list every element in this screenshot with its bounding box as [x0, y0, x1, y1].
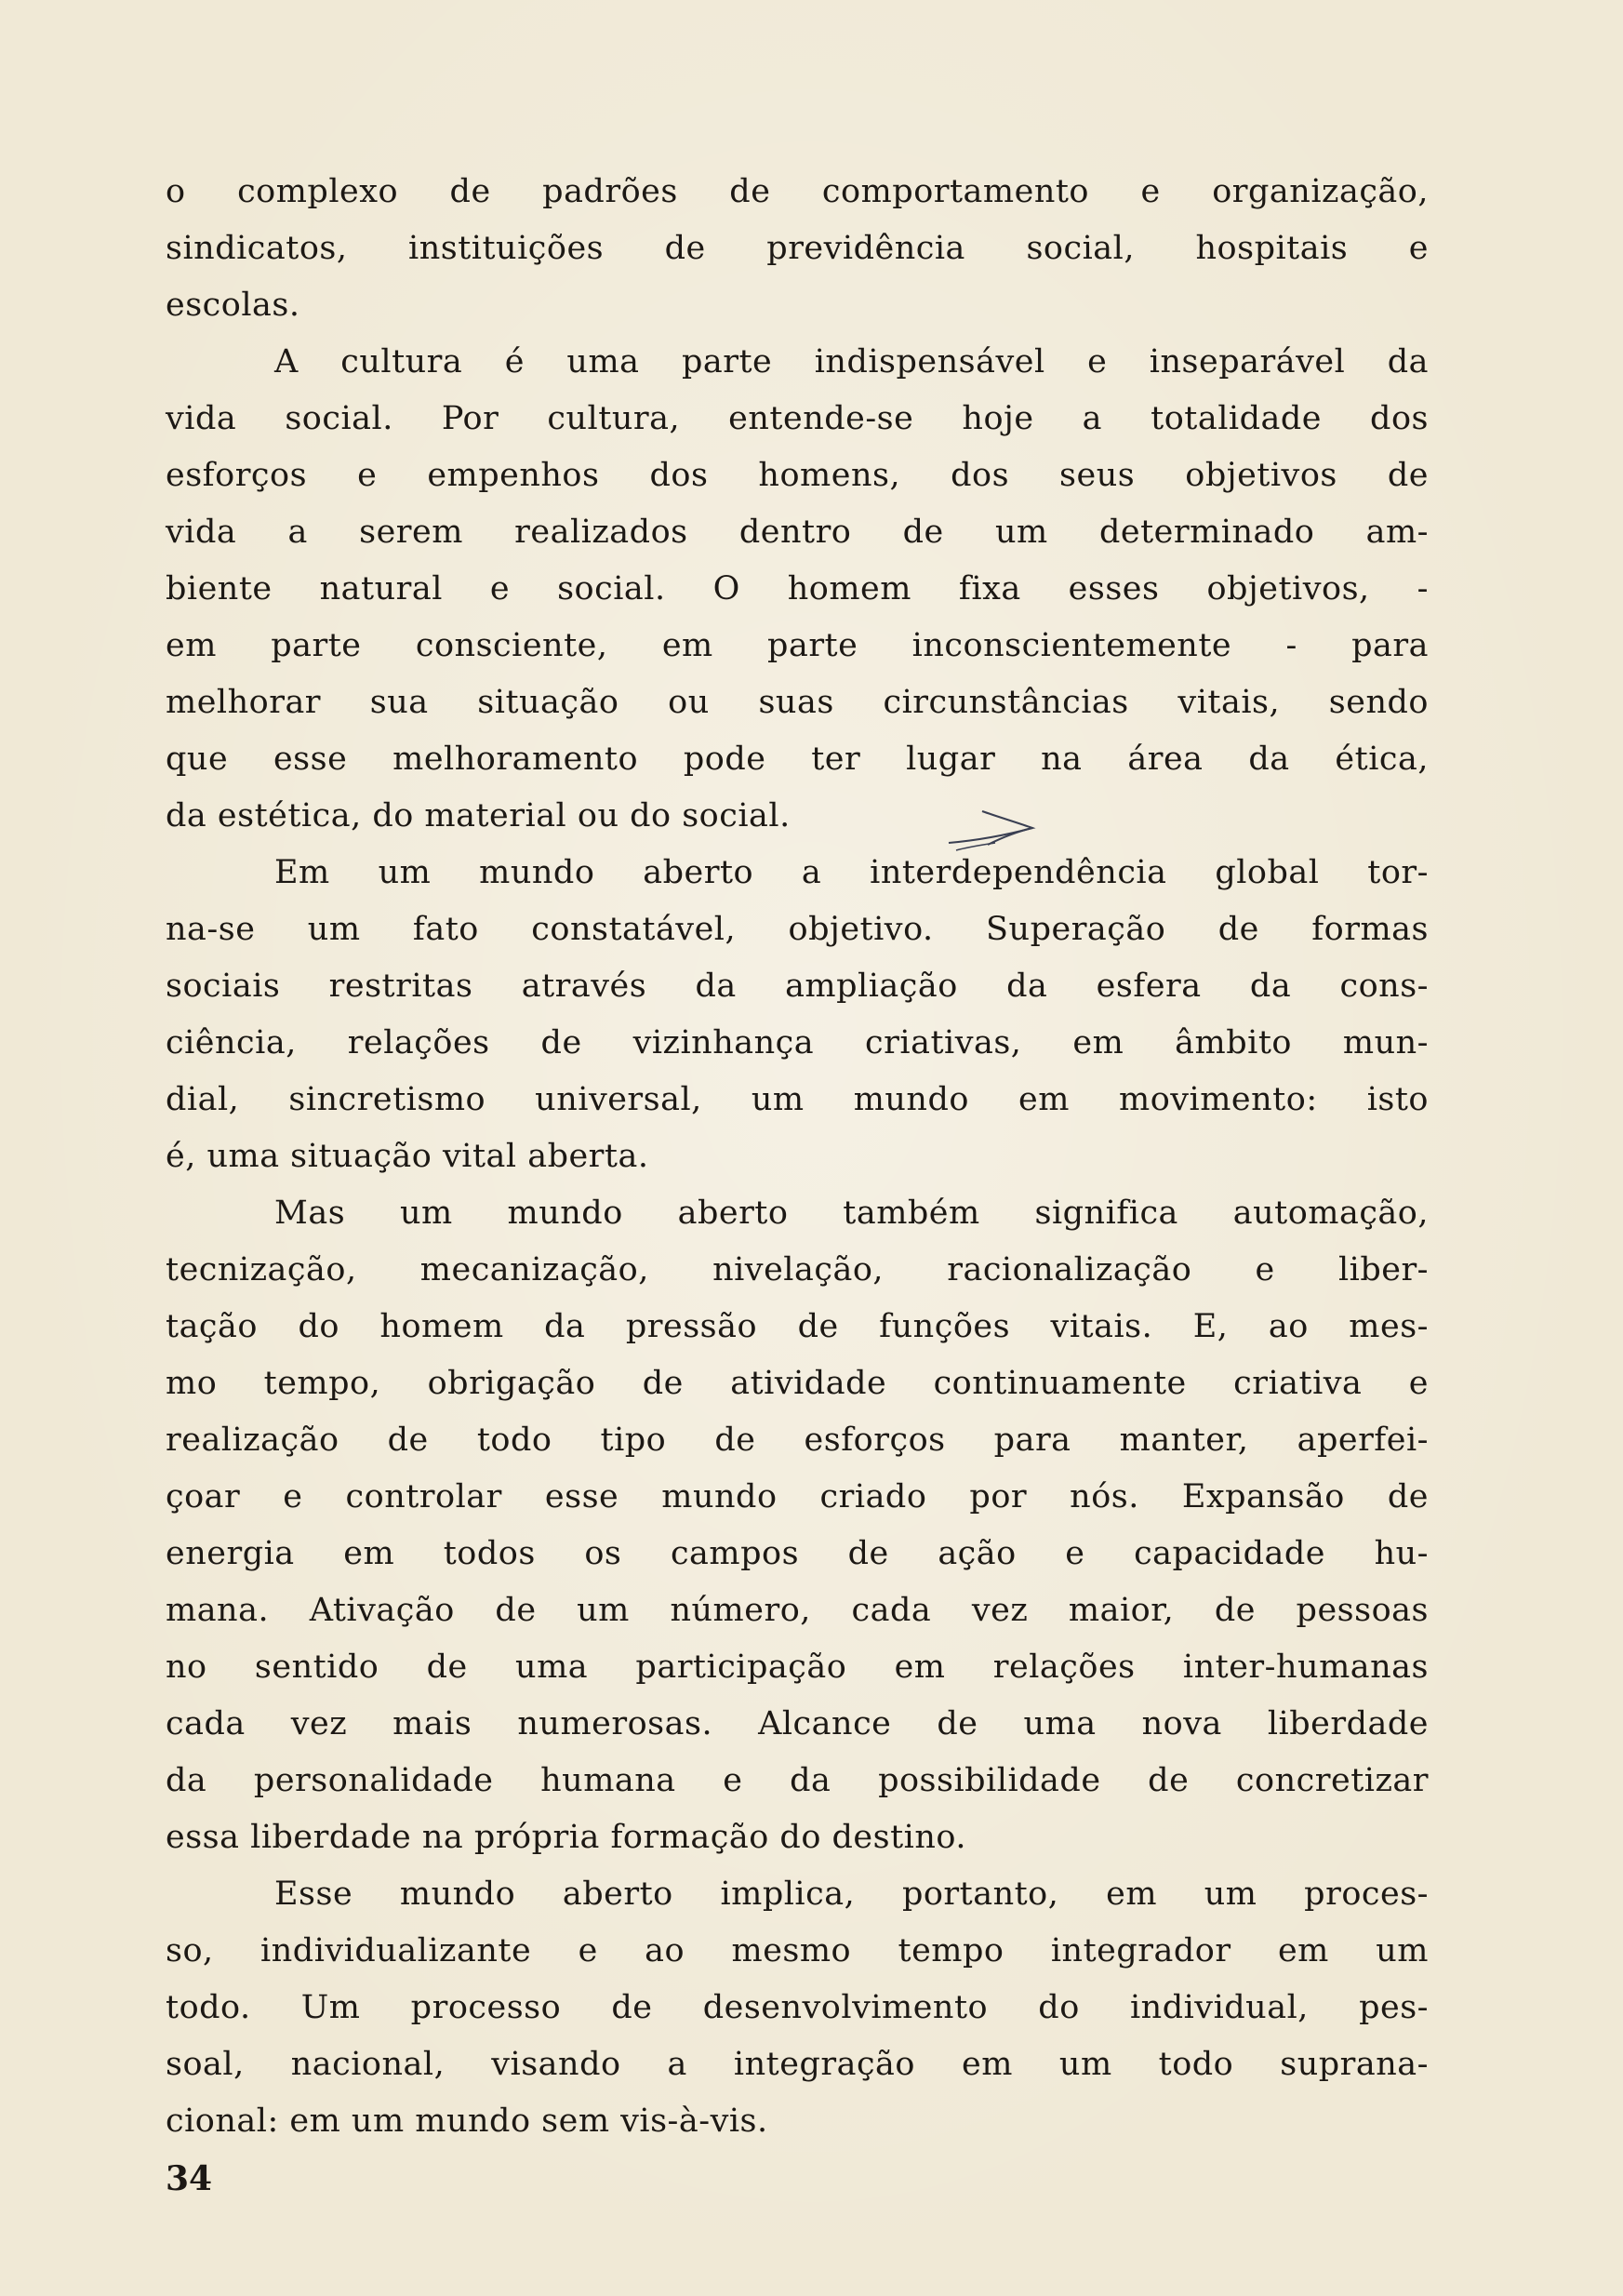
text-line: tecnização, mecanização, nivelação, racionalização e liber- [166, 1251, 1429, 1288]
text-line: todo. Um processo de desenvolvimento do individual, pes- [166, 1989, 1429, 2026]
text-line: energia em todos os campos de ação e capacidade hu- [166, 1535, 1429, 1572]
text-line: Em um mundo aberto a interdependência global tor- [274, 854, 1429, 891]
text-line: esforços e empenhos dos homens, dos seus objetivos de [166, 457, 1429, 494]
text-line: escolas. [166, 287, 300, 324]
text-line: biente natural e social. O homem fixa esses objetivos, - [166, 570, 1429, 607]
text-line: tação do homem da pressão de funções vitais. E, ao mes- [166, 1308, 1429, 1345]
text-line: realização de todo tipo de esforços para manter, aperfei- [166, 1422, 1429, 1459]
text-line: cional: em um mundo sem vis-à-vis. [166, 2102, 768, 2140]
text-line: sociais restritas através da ampliação da esfera da cons- [166, 968, 1429, 1005]
text-line: que esse melhoramento pode ter lugar na área da ética, [166, 741, 1429, 778]
text-line: dial, sincretismo universal, um mundo em movimento: isto [166, 1081, 1429, 1118]
text-line: vida a serem realizados dentro de um determinado am- [166, 514, 1429, 551]
text-line: A cultura é uma parte indispensável e inseparável da [274, 343, 1429, 380]
page-number: 34 [166, 2159, 213, 2198]
text-line: na-se um fato constatável, objetivo. Superação de formas [166, 911, 1429, 948]
text-line: mana. Ativação de um número, cada vez maior, de pessoas [166, 1592, 1429, 1629]
text-line: sindicatos, instituições de previdência social, hospitais e [166, 230, 1429, 267]
text-line: da estética, do material ou do social. [166, 797, 791, 834]
text-line: cada vez mais numerosas. Alcance de uma nova liberdade [166, 1705, 1429, 1742]
text-line: em parte consciente, em parte inconscientemente - para [166, 627, 1429, 664]
text-line: o complexo de padrões de comportamento e organização, [166, 173, 1429, 210]
pen-arrow-mark-icon [947, 789, 1040, 854]
text-line: ciência, relações de vizinhança criativas, em âmbito mun- [166, 1024, 1429, 1061]
text-line: çoar e controlar esse mundo criado por nós. Expansão de [166, 1478, 1429, 1515]
text-line: Mas um mundo aberto também significa automação, [274, 1195, 1429, 1232]
text-line: mo tempo, obrigação de atividade continuamente criativa e [166, 1365, 1429, 1402]
text-line: Esse mundo aberto implica, portanto, em um proces- [274, 1876, 1429, 1913]
text-line: vida social. Por cultura, entende-se hoje a totalidade dos [166, 400, 1429, 437]
body-text [166, 164, 1429, 2150]
text-line: soal, nacional, visando a integração em um todo suprana- [166, 2046, 1429, 2083]
text-line: é, uma situação vital aberta. [166, 1138, 649, 1175]
text-line: melhorar sua situação ou suas circunstâncias vitais, sendo [166, 684, 1429, 721]
text-line: so, individualizante e ao mesmo tempo integrador em um [166, 1932, 1429, 1969]
text-line: da personalidade humana e da possibilidade de concretizar [166, 1762, 1429, 1799]
text-line: no sentido de uma participação em relações inter-humanas [166, 1649, 1429, 1686]
text-line: essa liberdade na própria formação do destino. [166, 1819, 966, 1856]
